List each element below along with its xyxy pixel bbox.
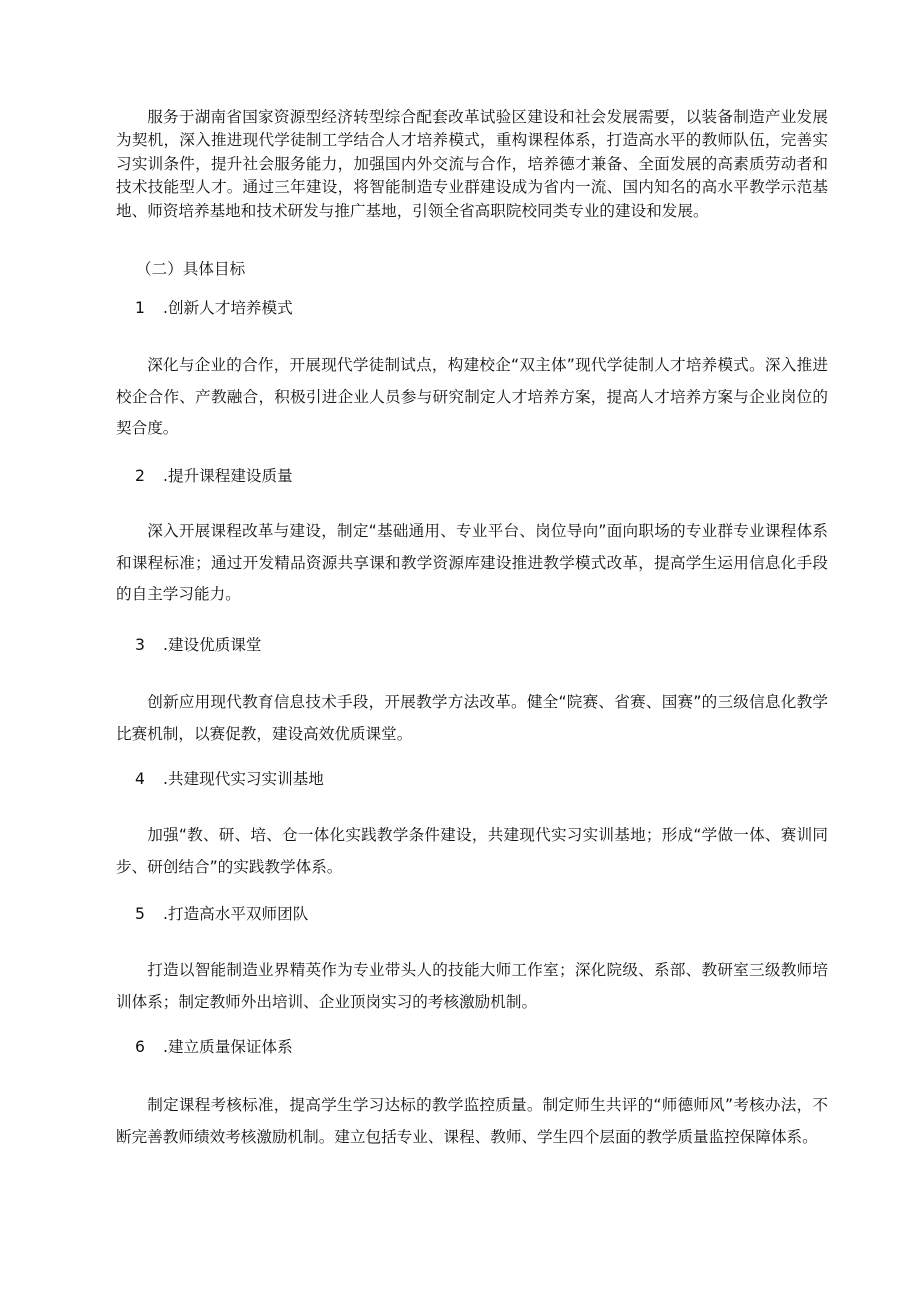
goal-2-body: 深入开展课程改革与建设，制定“基础通用、专业平台、岗位导向”面向职场的专业群专业课程体系和课程标准；通过开发精品资源共享课和教学资源库建设推进教学模式改革，提高学生运用信息化手段的自主学习能力。 [116, 522, 828, 603]
goal-5-body: 打造以智能制造业界精英作为专业带头人的技能大师工作室；深化院级、系部、教研室三级教师培训体系；制定教师外出培训、企业顶岗实习的考核激励机制。 [116, 961, 828, 1011]
goal-1-body: 深化与企业的合作，开展现代学徒制试点，构建校企“双主体”现代学徒制人才培养模式。深入推进校企合作、产教融合，积极引进企业人员参与研究制定人才培养方案，提高人才培养方案与企业岗位的契合度。 [116, 356, 828, 437]
goal-3-heading [135, 634, 262, 656]
intro-paragraph: 服务于湖南省国家资源型经济转型综合配套改革试验区建设和社会发展需要，以装备制造产业发展为契机，深入推进现代学徒制工学结合人才培养模式，重构课程体系，打造高水平的教师队伍，完善实习实训条件，提升社会服务能力，加强国内外交流与合作，培养德才兼备、全面发展的高素质劳动者和技术技能型人才。通过三年建设，将智能制造专业群建设成为省内一流、国内知名的高水平教学示范基地、师资培养基地和技术研发与推广基地，引领全省高职院校同类专业的建设和发展。 [116, 108, 828, 220]
goal-3-body: 创新应用现代教育信息技术手段，开展教学方法改革。健全“院赛、省赛、国赛”的三级信息化教学比赛机制，以赛促教，建设高效优质课堂。 [116, 693, 828, 743]
goal-3-number: 3 [135, 636, 145, 654]
goal-4-body: 加强“教、研、培、仓一体化实践教学条件建设，共建现代实习实训基地；形成“学做一体、赛训同步、研创结合”的实践教学体系。 [116, 826, 828, 876]
goal-6-title: .建立质量保证体系 [163, 1038, 293, 1056]
goal-2-title: .提升课程建设质量 [163, 467, 293, 485]
goal-6-number: 6 [135, 1038, 145, 1056]
goal-4-number: 4 [135, 770, 145, 788]
goal-2-number: 2 [135, 467, 145, 485]
goal-6-heading [135, 1036, 293, 1058]
goal-5-title: .打造高水平双师团队 [163, 905, 309, 923]
goal-3-title: .建设优质课堂 [163, 636, 262, 654]
goal-5-number: 5 [135, 905, 145, 923]
goal-6-body: 制定课程考核标准，提高学生学习达标的教学监控质量。制定师生共评的“师德师风”考核办法，不断完善教师绩效考核激励机制。建立包括专业、课程、教师、学生四个层面的教学质量监控保障体系。 [116, 1096, 828, 1146]
goal-1-number: 1 [135, 299, 145, 317]
goal-2-heading [135, 465, 293, 487]
goal-4-heading [135, 768, 324, 790]
section-title: （二）具体目标 [136, 260, 246, 278]
goal-1-heading [135, 297, 293, 319]
goal-4-title: .共建现代实习实训基地 [163, 770, 324, 788]
goal-5-heading [135, 903, 308, 925]
goal-1-title: .创新人才培养模式 [163, 299, 293, 317]
